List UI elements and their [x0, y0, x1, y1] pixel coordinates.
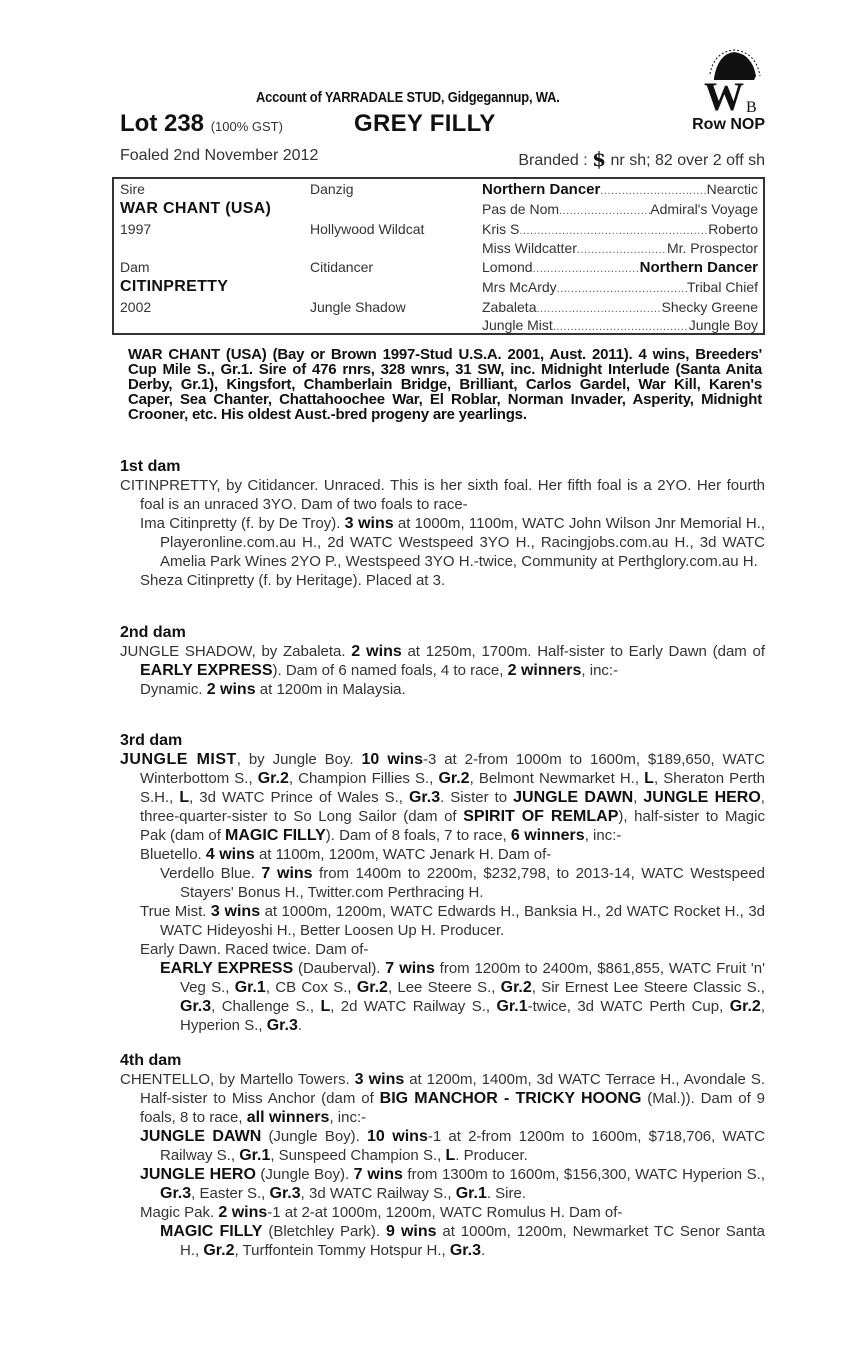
- third-gen-right: Tribal Chief: [686, 279, 758, 295]
- sire-sire: Danzig: [310, 181, 354, 197]
- third-dam-section: [120, 731, 765, 1035]
- progeny-entry: JUNGLE DAWN (Jungle Boy). 10 wins-1 at 2-from 1200m to 1600m, $718,706, WATC Railway S., Gr.1, Sunspeed Champion S., L. Producer.: [140, 1128, 765, 1164]
- third-gen-row: [482, 221, 758, 237]
- dam-description: CHENTELLO, by Martello Towers. 3 wins at 1200m, 1400m, 3d WATC Terrace H., Avondale S. Half-sister to Miss Anchor (dam of BIG MANCHOR - TRICKY HOONG (Mal.)). Dam of 9 foals, 8 to race, all winners, inc:-: [120, 1071, 766, 1126]
- section-heading: 2nd dam: [120, 624, 186, 641]
- progeny-entry: [120, 514, 765, 571]
- dam-year: 2002: [120, 299, 152, 315]
- sire-year: 1997: [120, 221, 152, 237]
- dam-label: Dam: [120, 259, 150, 275]
- third-gen-row: [482, 181, 758, 198]
- foaled-date: Foaled 2nd November 2012: [120, 147, 319, 164]
- third-gen-left: Miss Wildcatter: [482, 240, 577, 256]
- third-gen-right: Northern Dancer: [639, 259, 758, 276]
- sire-name: WAR CHANT (USA): [120, 200, 272, 217]
- sire-summary: WAR CHANT (USA) (Bay or Brown 1997-Stud U.S.A. 2001, Aust. 2011). 4 wins, Breeders' Cup Mile S., Gr.1. Sire of 476 rnrs, 328 wnrs, 31 SW, inc. Midnight Interlude (Santa Anita Derby, Gr.1), Kingsfort, Chamberlain Bridge, Brilliant, Carlos Gardel, War Kill, Karen's Caper, Sea Chanter, Chattahoochee War, El Roblar, Norman Invader, Asperity, Midnight Crooner, etc. His oldest Aust.-bred progeny are yearlings.: [128, 346, 762, 423]
- progeny-entry: Magic Pak. 2 wins-1 at 2-at 1000m, 1200m, WATC Romulus H. Dam of-: [140, 1204, 623, 1221]
- third-gen-left: Northern Dancer: [482, 181, 601, 198]
- branded-detail: nr sh; 82 over 2 off sh: [610, 152, 765, 169]
- section-heading: 1st dam: [120, 458, 181, 475]
- progeny-entry: Early Dawn. Raced twice. Dam of-: [140, 941, 369, 958]
- second-dam-section: [120, 623, 765, 699]
- third-gen-row: [482, 279, 758, 295]
- third-gen-left: Pas de Nom: [482, 201, 560, 217]
- dam-name: CITINPRETTY: [120, 278, 229, 295]
- dam-dam: Jungle Shadow: [310, 299, 406, 315]
- third-gen-right: Mr. Prospector: [666, 240, 758, 256]
- progeny-entry: True Mist. 3 wins at 1000m, 1200m, WATC Edwards H., Banksia H., 2d WATC Rocket H., 3d WATC Hideyoshi H., Better Loosen Up H. Producer.: [140, 903, 765, 939]
- dam-sire: Citidancer: [310, 259, 374, 275]
- sire-label: Sire: [120, 181, 145, 197]
- sire-dam: Hollywood Wildcat: [310, 221, 425, 237]
- third-gen-row: [482, 259, 758, 276]
- progeny-record: at 1000m, 1100m, WATC John Wilson Jnr Memorial H., Playeronline.com.au H., 2d WATC Westspeed 3YO H., Racingjobs.com.au H., 3d WATC Amelia Park Wines 2YO P., Westspeed 3YO H.-twice, Community at Perthglory.com.au H.: [160, 515, 766, 570]
- stable-row: Row NOP: [692, 116, 765, 133]
- gst-note: (100% GST): [210, 119, 283, 134]
- progeny-entry: EARLY EXPRESS (Dauberval). 7 wins from 1200m to 2400m, $861,855, WATC Fruit 'n' Veg S., Gr.1, CB Cox S., Gr.2, Lee Steere S., Gr.2, Sir Ernest Lee Steere Classic S., Gr.3, Challenge S., L, 2d WATC Railway S., Gr.1-twice, 3d WATC Perth Cup, Gr.2, Hyperion S., Gr.3.: [160, 960, 765, 1034]
- lot-label: Lot 238: [120, 110, 205, 137]
- progeny-name: Ima Citinpretty (f. by De Troy).: [140, 515, 345, 532]
- fourth-dam-section: [120, 1051, 765, 1260]
- third-gen-right: Nearctic: [706, 181, 758, 197]
- third-gen-right: Roberto: [708, 221, 758, 237]
- progeny-entry: MAGIC FILLY (Bletchley Park). 9 wins at 1000m, 1200m, Newmarket TC Senor Santa H., Gr.2, Turffontein Tommy Hotspur H., Gr.3.: [160, 1223, 766, 1259]
- branded-label: Branded :: [518, 152, 588, 169]
- horse-sex-colour: GREY FILLY: [354, 110, 496, 137]
- dam-description: CITINPRETTY, by Citidancer. Unraced. This is her sixth foal. Her fifth foal is a 2YO. Her fourth foal is an unraced 3YO. Dam of two foals to race-: [120, 477, 765, 513]
- third-gen-row: [482, 201, 758, 217]
- third-gen-right: Jungle Boy: [688, 317, 758, 333]
- third-gen-left: Lomond: [482, 259, 533, 275]
- svg-text:W: W: [704, 74, 744, 116]
- section-heading: 3rd dam: [120, 732, 183, 749]
- third-gen-left: Mrs McArdy: [482, 279, 557, 295]
- svg-text:B: B: [746, 99, 757, 116]
- third-gen-row: [482, 240, 758, 256]
- progeny-entry: Dynamic. 2 wins at 1200m in Malaysia.: [140, 681, 406, 698]
- third-gen-right: Shecky Greene: [661, 299, 758, 315]
- third-gen-left: Kris S: [482, 221, 520, 237]
- wins-count: 3 wins: [344, 515, 394, 532]
- progeny-entry: Bluetello. 4 wins at 1100m, 1200m, WATC Jenark H. Dam of-: [140, 846, 552, 863]
- brand-mark-icon: $: [592, 147, 607, 171]
- progeny-entry: Verdello Blue. 7 wins from 1400m to 2200m, $232,798, to 2013-14, WATC Westspeed Stayers' Bonus H., Twitter.com Perthracing H.: [160, 865, 766, 901]
- third-gen-row: [482, 317, 758, 333]
- third-gen-left: Jungle Mist: [482, 317, 553, 333]
- pedigree-table: [112, 177, 765, 335]
- progeny-entry: JUNGLE HERO (Jungle Boy). 7 wins from 1300m to 1600m, $156,300, WATC Hyperion S., Gr.3, Easter S., Gr.3, 3d WATC Railway S., Gr.1. Sire.: [140, 1166, 765, 1202]
- brand-info: [518, 147, 765, 171]
- third-gen-left: Zabaleta: [482, 299, 537, 315]
- lot-number: [120, 110, 283, 138]
- section-heading: 4th dam: [120, 1052, 182, 1069]
- dam-description: JUNGLE SHADOW, by Zabaleta. 2 wins at 1250m, 1700m. Half-sister to Early Dawn (dam of EARLY EXPRESS). Dam of 6 named foals, 4 to race, 2 winners, inc:-: [120, 643, 766, 679]
- dam-description: JUNGLE MIST, by Jungle Boy. 10 wins-3 at 2-from 1000m to 1600m, $189,650, WATC Winterbottom S., Gr.2, Champion Fillies S., Gr.2, Belmont Newmarket H., L, Sheraton Perth S.H., L, 3d WATC Prince of Wales S., Gr.3. Sister to JUNGLE DAWN, JUNGLE HERO, three-quarter-sister to So Long Sailor (dam of SPIRIT OF REMLAP), half-sister to Magic Pak (dam of MAGIC FILLY). Dam of 8 foals, 7 to race, 6 winners, inc:-: [120, 751, 766, 844]
- vendor-account: Account of YARRADALE STUD, Gidgegannup, WA.: [256, 89, 560, 106]
- third-gen-row: [482, 299, 758, 315]
- lot-line: [120, 110, 765, 140]
- third-gen-right: Admiral's Voyage: [650, 201, 758, 217]
- first-dam-section: [120, 457, 765, 590]
- stud-logo-icon: [700, 48, 764, 116]
- progeny-entry: Sheza Citinpretty (f. by Heritage). Placed at 3.: [140, 572, 446, 589]
